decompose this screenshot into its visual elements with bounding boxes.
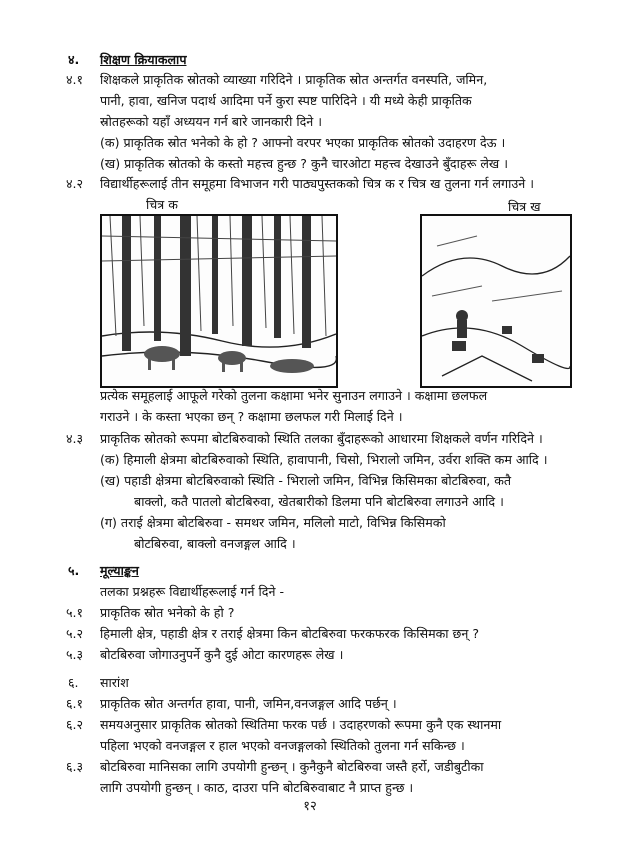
item-6-1-text: प्राकृतिक स्रोत अन्तर्गत हावा, पानी, जमिन,वनजङ्गल आदि पर्छन् । — [100, 696, 397, 711]
item-5-2-number: ५.२ — [66, 626, 84, 641]
page-number: १२ — [303, 799, 317, 814]
deforestation-drawing — [422, 216, 570, 386]
item-4-1-number: ४.१ — [66, 72, 84, 87]
item-4-3-kha-line-1: (ख) पहाडी क्षेत्रमा बोटबिरुवाको स्थिति - भिरालो जमिन, विभिन्न किसिमका बोटबिरुवा, कतै — [100, 473, 512, 488]
item-4-2-after-line-2: गराउने । के कस्ता भएका छन् ? कक्षामा छलफल गरी मिलाई दिने । — [100, 409, 403, 424]
item-6-3-number: ६.३ — [66, 759, 84, 774]
section-6-title: सारांश — [100, 675, 129, 690]
section-5-intro: तलका प्रश्नहरू विद्यार्थीहरूलाई गर्न दिने - — [100, 584, 284, 599]
forest-drawing — [102, 216, 336, 386]
item-6-2-line-2: पहिला भएको वनजङ्गल र हाल भएको वनजङ्गलको स्थितिको तुलना गर्न सकिन्छ । — [100, 738, 465, 753]
figure-b-caption: चित्र ख — [508, 199, 541, 214]
item-5-2-text: हिमाली क्षेत्र, पहाडी क्षेत्र र तराई क्षेत्रमा किन बोटबिरुवा फरकफरक किसिमका छन् ? — [100, 626, 480, 641]
item-4-2-number: ४.२ — [66, 176, 84, 191]
section-6-number: ६. — [68, 675, 79, 690]
item-4-3-kha-line-2: बाक्लो, कतै पातलो बोटबिरुवा, खेतबारीको डिलमा पनि बोटबिरुवा लगाउने आदि । — [134, 494, 504, 509]
section-4-number: ४. — [68, 52, 80, 67]
item-4-2-after-line-1: प्रत्येक समूहलाई आफूले गरेको तुलना कक्षामा भनेर सुनाउन लगाउने । कक्षामा छलफल — [100, 388, 488, 403]
item-4-1-question-kha: (ख) प्राकृतिक स्रोतको के कस्तो महत्त्व हुन्छ ? कुनै चारओटा महत्त्व देखाउने बुँदाहरू लेख । — [100, 156, 508, 171]
item-5-1-text: प्राकृतिक स्रोत भनेको के हो ? — [100, 605, 235, 620]
item-4-3-ga-line-1: (ग) तराई क्षेत्रमा बोटबिरुवा - समथर जमिन, मलिलो माटो, विभिन्न किसिमको — [100, 515, 446, 530]
item-4-1-line-1: शिक्षकले प्राकृतिक स्रोतको व्याख्या गरिदिने । प्राकृतिक स्रोत अन्तर्गत वनस्पति, जमिन, — [100, 72, 488, 87]
section-5-number: ५. — [68, 563, 80, 578]
section-4-title: शिक्षण क्रियाकलाप — [100, 52, 187, 67]
item-6-3-line-2: लागि उपयोगी हुन्छन् । काठ, दाउरा पनि बोटबिरुवाबाट नै प्राप्त हुन्छ । — [100, 780, 414, 795]
item-4-1-question-ka: (क) प्राकृतिक स्रोत भनेको के हो ? आफ्नो वरपर भएका प्राकृतिक स्रोतको उदाहरण देऊ । — [100, 135, 506, 150]
item-4-3-ga-line-2: बोटबिरुवा, बाक्लो वनजङ्गल आदि । — [134, 536, 296, 551]
item-6-3-line-1: बोटबिरुवा मानिसका लागि उपयोगी हुन्छन् । कुनैकुनै बोटबिरुवा जस्तै हर्रो, जडीबुटीका — [100, 759, 484, 774]
figure-b-deforested-illustration — [420, 214, 572, 388]
item-4-2-line: विद्यार्थीहरूलाई तीन समूहमा विभाजन गरी पाठ्यपुस्तकको चित्र क र चित्र ख तुलना गर्न लगाउने । — [100, 176, 535, 191]
item-6-1-number: ६.१ — [66, 696, 84, 711]
item-4-1-line-3: स्रोतहरूको यहाँ अध्ययन गर्न बारे जानकारी दिने । — [100, 114, 323, 129]
item-4-3-line: प्राकृतिक स्रोतको रूपमा बोटबिरुवाको स्थिति तलका बुँदाहरूको आधारमा शिक्षकले वर्णन गरिदिने । — [100, 431, 543, 446]
item-4-3-number: ४.३ — [66, 431, 84, 446]
item-4-3-ka: (क) हिमाली क्षेत्रमा बोटबिरुवाको स्थिति, हावापानी, चिसो, भिरालो जमिन, उर्वरा शक्ति कम आदि । — [100, 452, 548, 467]
item-4-1-line-2: पानी, हावा, खनिज पदार्थ आदिमा पर्ने कुरा स्पष्ट पारिदिने । यी मध्ये केही प्राकृतिक — [100, 93, 472, 108]
figure-a-caption: चित्र क — [146, 197, 178, 212]
section-5-title: मूल्याङ्कन — [100, 563, 139, 578]
item-5-3-text: बोटबिरुवा जोगाउनुपर्ने कुनै दुई ओटा कारणहरू लेख । — [100, 647, 344, 662]
item-6-2-line-1: समयअनुसार प्राकृतिक स्रोतको स्थितिमा फरक पर्छ । उदाहरणको रूपमा कुनै एक स्थानमा — [100, 717, 502, 732]
item-6-2-number: ६.२ — [66, 717, 84, 732]
figure-a-forest-illustration — [100, 214, 338, 388]
item-5-3-number: ५.३ — [66, 647, 84, 662]
item-5-1-number: ५.१ — [66, 605, 84, 620]
